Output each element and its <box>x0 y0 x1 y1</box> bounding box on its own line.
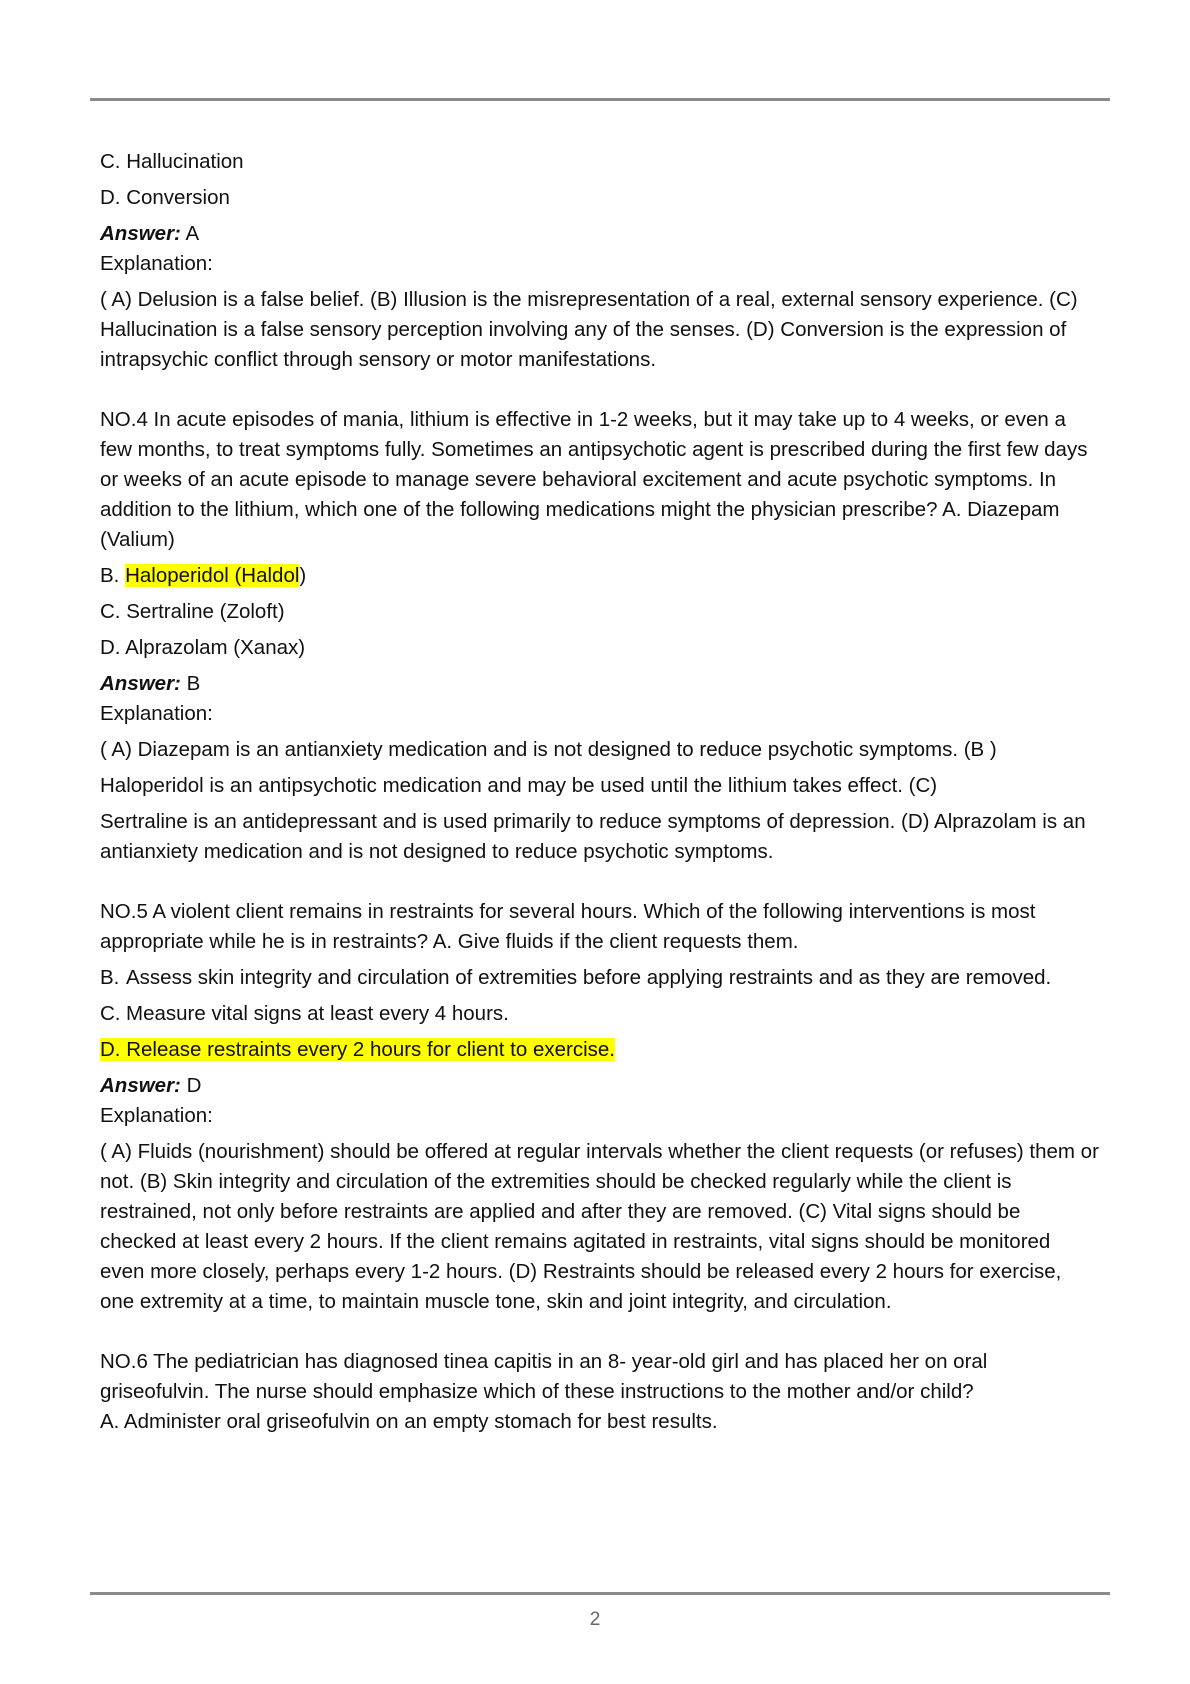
answer-value: A <box>180 222 200 245</box>
page-number: 2 <box>589 1609 601 1630</box>
option-letter: C. <box>100 1002 121 1025</box>
q6-question: NO.6 The pediatrician has diagnosed tinea capitis in an 8- year-old girl and has placed her on oral griseofulvin. The nurse should emphasize which of these instructions to the mother and/or child? <box>100 1350 988 1403</box>
q5-option-c <box>100 999 1100 1029</box>
q3-option-c: C. Hallucination <box>100 150 244 173</box>
q3-explanation: ( A) Delusion is a false belief. (B) Illusion is the misrepresentation of a real, external sensory experience. (C) Hallucination is a false sensory perception involving any of the senses. (D) Conversion is the expression of intrapsychic conflict through sensory or motor manifestations. <box>100 288 1078 371</box>
q4-explanation-1: ( A) Diazepam is an antianxiety medication and is not designed to reduce psychotic symptoms. (B ) <box>100 738 997 761</box>
answer-value: B <box>180 672 201 695</box>
q4-explanation-2: Haloperidol is an antipsychotic medication and may be used until the lithium takes effect. (C) <box>100 774 938 797</box>
footer-rule <box>90 1592 1110 1595</box>
q5-option-b <box>100 963 1100 993</box>
option-text: Assess skin integrity and circulation of extremities before applying restraints and as they are removed. <box>126 966 1052 989</box>
q5-answer <box>100 1071 1100 1101</box>
q5-explanation: ( A) Fluids (nourishment) should be offered at regular intervals whether the client requests (or refuses) them or not. (B) Skin integrity and circulation of the extremities should be checked regularly while the client is restrained, not only before restraints are applied and after they are removed. (C) Vital signs should be checked at least every 2 hours. If the client remains agitated in restraints, vital signs should be monitored even more closely, perhaps every 1-2 hours. (D) Restraints should be released every 2 hours for exercise, one extremity at a time, to maintain muscle tone, skin and joint integrity, and circulation. <box>100 1140 1099 1313</box>
option-letter: B. <box>100 966 120 989</box>
q3-answer <box>100 219 1100 249</box>
q4-option-c: C. Sertraline (Zoloft) <box>100 600 285 623</box>
q6-option-a: A. Administer oral griseofulvin on an empty stomach for best results. <box>100 1410 718 1433</box>
q4-question: NO.4 In acute episodes of mania, lithium is effective in 1-2 weeks, but it may take up to 4 weeks, or even a few months, to treat symptoms fully. Sometimes an antipsychotic agent is prescribed during the first few days or weeks of an acute episode to manage severe behavioral excitement and acute psychotic symptoms. In addition to the lithium, which one of the following medications might the physician prescribe? A. Diazepam (Valium) <box>100 408 1088 551</box>
q3-option-d: D. Conversion <box>100 186 230 209</box>
answer-label: Answer: <box>100 672 181 695</box>
answer-value: D <box>180 1074 202 1097</box>
q3-explanation-label: Explanation: <box>100 252 213 275</box>
answer-label: Answer: <box>100 1074 181 1097</box>
q4-answer <box>100 669 1100 699</box>
q5-question: NO.5 A violent client remains in restraints for several hours. Which of the following interventions is most appropriate while he is in restraints? A. Give fluids if the client requests them. <box>100 900 1036 953</box>
q4-option-d: D. Alprazolam (Xanax) <box>100 636 306 659</box>
option-suffix: ) <box>299 564 307 587</box>
q5-option-d <box>100 1035 1100 1065</box>
q4-option-b <box>100 561 1100 591</box>
option-prefix: B. <box>100 564 126 587</box>
option-text: Measure vital signs at least every 4 hours. <box>126 1002 509 1025</box>
q5-explanation-label: Explanation: <box>100 1104 213 1127</box>
q4-explanation-label: Explanation: <box>100 702 213 725</box>
answer-label: Answer: <box>100 222 181 245</box>
page-content <box>100 147 1100 1437</box>
highlighted-answer: Haloperidol (Haldol <box>125 564 300 587</box>
header-rule <box>90 98 1110 101</box>
highlighted-answer: D. Release restraints every 2 hours for client to exercise. <box>100 1038 615 1061</box>
q4-explanation-3: Sertraline is an antidepressant and is used primarily to reduce symptoms of depression. (D) Alprazolam is an antianxiety medication and is not designed to reduce psychotic symptoms. <box>100 810 1086 863</box>
